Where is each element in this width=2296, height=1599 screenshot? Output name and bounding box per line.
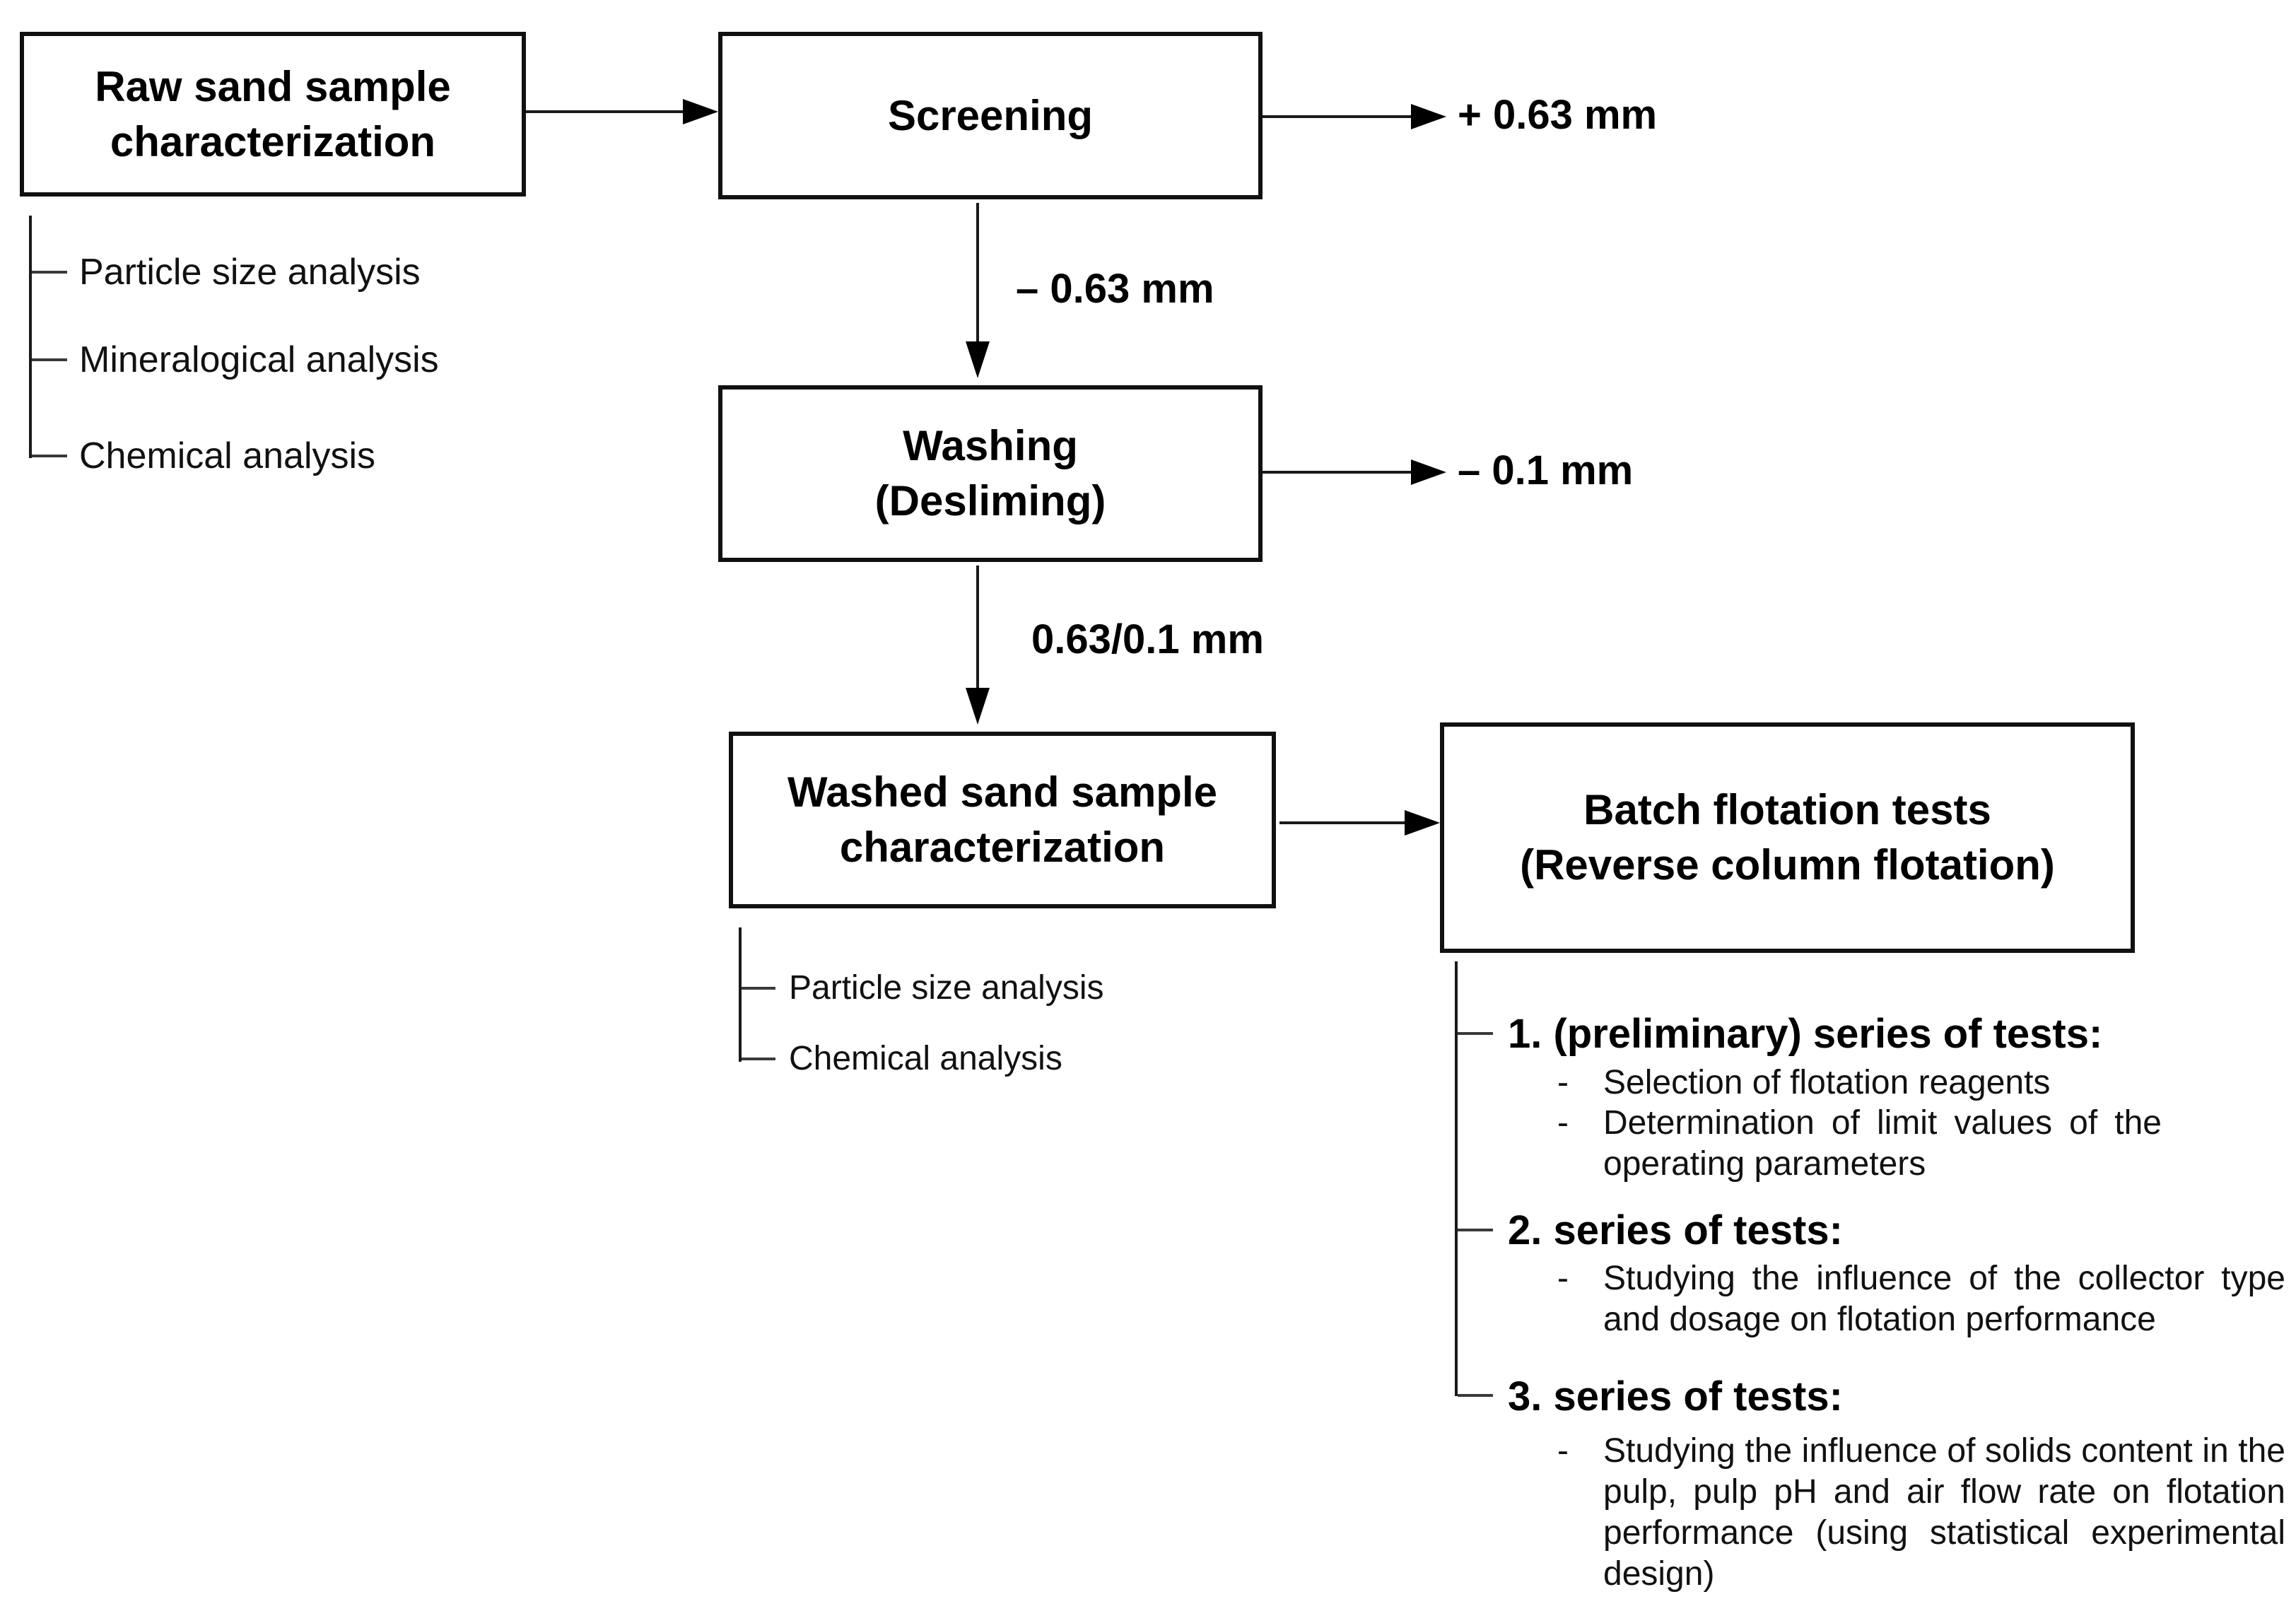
box-washed-line2: characterization [839, 824, 1166, 871]
arrow-washing-to-washed-line [976, 566, 979, 688]
bullet-dash-icon: - [1557, 1064, 1569, 1101]
box-batch-line2: (Reverse column flotation) [1520, 841, 2055, 889]
box-washing-line1: Washing [903, 422, 1078, 469]
series-2-bullet-1-text: Studying the influence of the collector type and dosage on flotation performance [1603, 1260, 2285, 1338]
arrow-raw-to-screening-line [526, 110, 683, 113]
series-3-title: 3. series of tests: [1508, 1374, 1843, 1419]
batch-bracket-tick-3 [1458, 1394, 1493, 1397]
box-washing-desliming [718, 385, 1263, 562]
raw-analysis-item-2: Mineralogical analysis [79, 339, 439, 380]
washed-analysis-item-1: Particle size analysis [789, 969, 1104, 1007]
batch-bracket-line [1455, 961, 1458, 1396]
raw-analysis-item-1: Particle size analysis [79, 252, 421, 293]
box-raw-line2: characterization [110, 117, 436, 165]
label-screening-oversize: + 0.63 mm [1458, 92, 1658, 138]
box-washed-line1: Washed sand sample [787, 768, 1217, 816]
series-2-title: 2. series of tests: [1508, 1207, 1843, 1253]
series-1-title: 1. (preliminary) series of tests: [1508, 1011, 2103, 1057]
series-3-bullet-1-text: Studying the influence of solids content in the pulp, pulp pH and air flow rate on flotation performance (using statistical experimental design) [1603, 1432, 2285, 1593]
arrow-raw-to-screening-head-icon [683, 99, 718, 124]
washed-analysis-item-2: Chemical analysis [789, 1040, 1062, 1077]
box-batch-flotation-tests [1440, 722, 2135, 953]
box-screening-line1: Screening [887, 91, 1094, 139]
arrow-screening-to-washing-line [976, 203, 979, 341]
label-washing-overflow: – 0.1 mm [1458, 447, 1634, 493]
raw-bracket-tick-2 [32, 358, 67, 361]
box-washed-sand-characterization [729, 732, 1276, 908]
box-raw-sand-characterization [20, 32, 526, 197]
series-2-bullet-1 [1557, 1258, 2285, 1340]
raw-bracket-tick-1 [32, 271, 67, 274]
washed-bracket-line [739, 927, 742, 1062]
arrow-washed-to-batch-head-icon [1405, 810, 1440, 836]
series-1-bullet-1-text: Selection of flotation reagents [1603, 1064, 2051, 1101]
bullet-dash-icon: - [1557, 1104, 1569, 1142]
box-batch-line1: Batch flotation tests [1583, 786, 1991, 833]
series-3-bullet-1 [1557, 1431, 2285, 1595]
washed-bracket-tick-2 [742, 1058, 775, 1060]
series-1-bullet-2 [1557, 1103, 2162, 1185]
bullet-dash-icon: - [1557, 1260, 1569, 1297]
raw-analysis-item-3: Chemical analysis [79, 435, 376, 476]
arrow-washing-overflow-line [1263, 471, 1411, 474]
box-washing-line2: (Desliming) [874, 477, 1106, 525]
label-washing-product: 0.63/0.1 mm [1031, 616, 1264, 662]
series-1-bullet-2-text: Determination of limit values of the operating parameters [1603, 1104, 2162, 1183]
arrow-washing-overflow-head-icon [1411, 459, 1446, 485]
series-1-bullet-1 [1557, 1062, 2050, 1103]
washed-bracket-tick-1 [742, 987, 775, 990]
arrow-washing-to-washed-head-icon [966, 688, 990, 725]
label-screening-undersize: – 0.63 mm [1016, 266, 1214, 312]
arrow-screening-oversize-line [1263, 115, 1411, 118]
arrow-screening-to-washing-head-icon [966, 341, 990, 378]
box-raw-line1: Raw sand sample [95, 62, 451, 110]
arrow-screening-oversize-head-icon [1411, 104, 1446, 129]
bullet-dash-icon: - [1557, 1432, 1569, 1470]
raw-bracket-line [29, 216, 32, 458]
batch-bracket-tick-1 [1458, 1032, 1493, 1035]
arrow-washed-to-batch-line [1279, 821, 1405, 824]
batch-bracket-tick-2 [1458, 1229, 1493, 1231]
raw-bracket-tick-3 [32, 455, 67, 457]
box-screening [718, 32, 1263, 199]
